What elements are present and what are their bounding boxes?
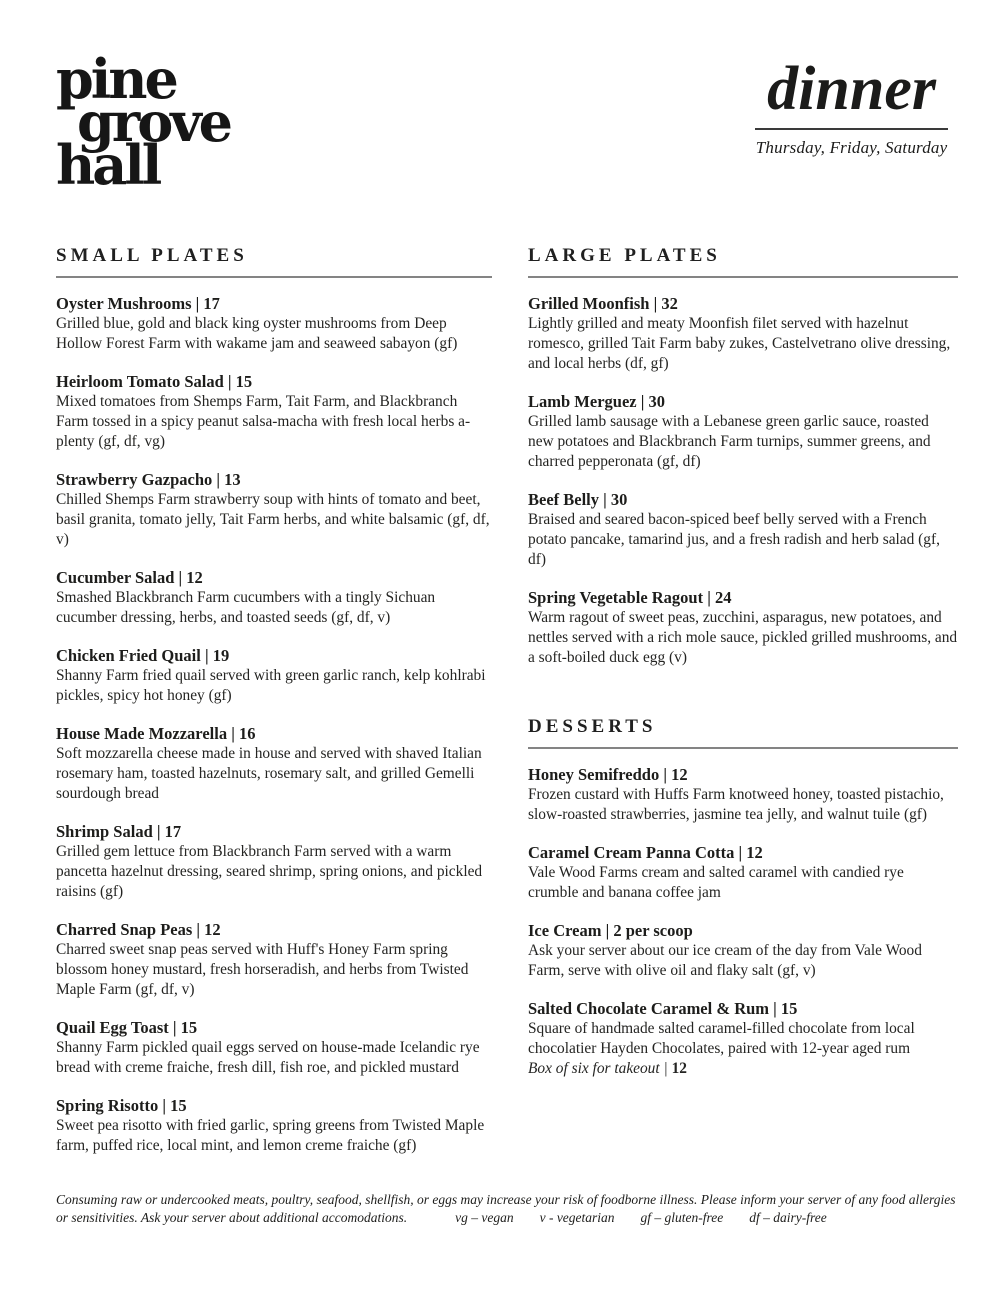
menu-items: [528, 278, 958, 668]
menu-item-name-price: Caramel Cream Panna Cotta | 12: [528, 843, 763, 862]
menu-item-name-price: Cucumber Salad | 12: [56, 568, 203, 587]
menu-item-description: Grilled lamb sausage with a Lebanese green garlic sauce, roasted new potatoes and Blackbranch Farm turnips, summer greens, and charred pepperonata (gf, df): [528, 413, 931, 470]
menu-item: [528, 293, 958, 374]
section-desserts: [528, 716, 958, 1079]
menu-item: [56, 1095, 492, 1156]
menu-item: [56, 645, 492, 706]
section-large-plates: [528, 245, 958, 668]
menu-item-description: Chilled Shemps Farm strawberry soup with hints of tomato and beet, basil granita, tomato jelly, Tait Farm herbs, and white balsamic (gf, df, v): [56, 491, 490, 548]
menu-item-description: Square of handmade salted caramel-filled chocolate from local chocolatier Hayden Chocolates, paired with 12-year aged rum: [528, 1020, 915, 1057]
menu-item-name-price: Quail Egg Toast | 15: [56, 1018, 198, 1037]
menu-item-description: Soft mozzarella cheese made in house and served with shaved Italian rosemary ham, toasted hazelnuts, rosemary salt, and grilled Gemelli sourdough bread: [56, 745, 482, 802]
menu-item: [528, 489, 958, 570]
menu-item: [56, 821, 492, 902]
menu-title-block: [755, 55, 948, 158]
menu-item: [56, 293, 492, 354]
menu-item-description: Shanny Farm fried quail served with green garlic ranch, kelp kohlrabi pickles, spicy hot honey (gf): [56, 667, 486, 704]
menu-item-description: Mixed tomatoes from Shemps Farm, Tait Farm, and Blackbranch Farm tossed in a spicy peanut salsa-macha with fresh local herbs a-plenty (gf, df, vg): [56, 393, 471, 450]
menu-service-days: Thursday, Friday, Saturday: [755, 138, 948, 157]
menu-item-description: Charred sweet snap peas served with Huff's Honey Farm spring blossom honey mustard, fresh horseradish, and herbs from Twisted Maple Farm (gf, df, v): [56, 941, 469, 998]
menu-item: [528, 920, 958, 981]
menu-item-description: Lightly grilled and meaty Moonfish filet served with hazelnut romesco, grilled Tait Farm baby zukes, Castelvetrano olive dressing, and local herbs (df, gf): [528, 315, 951, 372]
menu-item: [56, 919, 492, 1000]
menu-header: [56, 47, 958, 197]
menu-item-description: Ask your server about our ice cream of the day from Vale Wood Farm, serve with olive oil and flaky salt (gf, v): [528, 942, 922, 979]
menu-item-note: [528, 1059, 958, 1079]
menu-item: [528, 998, 958, 1079]
menu-item-description: Frozen custard with Huffs Farm knotweed honey, toasted pistachio, slow-roasted strawberries, jasmine tea jelly, and walnut tuile (gf): [528, 786, 944, 823]
menu-item-name-price: Lamb Merguez | 30: [528, 392, 665, 411]
menu-item-description: Braised and seared bacon-spiced beef belly served with a French potato pancake, tamarind jus, and a fresh radish and herb salad (gf, df): [528, 511, 940, 568]
menu-item-name-price: Grilled Moonfish | 32: [528, 294, 678, 313]
logo-line-grove: grove: [77, 90, 230, 154]
menu-item-name-price: Oyster Mushrooms | 17: [56, 294, 220, 313]
menu-item-name-price: Spring Risotto | 15: [56, 1096, 187, 1115]
menu-item-name-price: Shrimp Salad | 17: [56, 822, 182, 841]
menu-items: [56, 278, 492, 1156]
menu-item-description: Sweet pea risotto with fried garlic, spring greens from Twisted Maple farm, puffed rice, local mint, and lemon creme fraiche (gf): [56, 1117, 485, 1154]
disclaimer-text: Consuming raw or undercooked meats, poultry, seafood, shellfish, or eggs may increase your risk of foodborne illness. Please inform your server of any food allergies or sensitivities. Ask your server about additional accomodations.: [56, 1192, 956, 1225]
menu-item-description: Shanny Farm pickled quail eggs served on house-made Icelandic rye bread with creme fraiche, fresh dill, fish roe, and pickled mustard: [56, 1039, 480, 1076]
menu-item: [56, 567, 492, 628]
menu-item-description: Grilled blue, gold and black king oyster mushrooms from Deep Hollow Forest Farm with wakame jam and seaweed sabayon (gf): [56, 315, 458, 352]
menu-item-name-price: House Made Mozzarella | 16: [56, 724, 256, 743]
menu-item-description: Grilled gem lettuce from Blackbranch Farm served with a warm pancetta hazelnut dressing, seared shrimp, spring onions, and pickled raisins (gf): [56, 843, 483, 900]
section-title-desserts: DESSERTS: [528, 716, 958, 749]
note-price: 12: [671, 1060, 687, 1077]
menu-item-name-price: Charred Snap Peas | 12: [56, 920, 221, 939]
menu-item-name-price: Chicken Fried Quail | 19: [56, 646, 230, 665]
legend-gf-gluten-free: gf – gluten-free: [640, 1209, 724, 1225]
menu-item: [56, 371, 492, 452]
left-column: [56, 245, 492, 1173]
menu-item: [56, 723, 492, 804]
menu-item-description: Vale Wood Farms cream and salted caramel with candied rye crumble and banana coffee jam: [528, 864, 904, 901]
right-column: [528, 245, 958, 1173]
menu-item: [528, 764, 958, 825]
section-title-small-plates: SMALL PLATES: [56, 245, 492, 278]
menu-columns: [56, 245, 958, 1173]
menu-item-description: Smashed Blackbranch Farm cucumbers with a tingly Sichuan cucumber dressing, herbs, and toasted seeds (gf, df, v): [56, 589, 436, 626]
logo-line-hall: hall: [56, 133, 160, 197]
menu-item: [56, 1017, 492, 1078]
menu-item-name-price: Heirloom Tomato Salad | 15: [56, 372, 253, 391]
menu-item: [528, 391, 958, 472]
menu-item-name-price: Salted Chocolate Caramel & Rum | 15: [528, 999, 798, 1018]
section-small-plates: [56, 245, 492, 1156]
legend-v-vegetarian: v - vegetarian: [539, 1209, 615, 1225]
menu-item: [528, 587, 958, 668]
footer-disclaimer: [56, 1191, 958, 1226]
menu-item: [56, 469, 492, 550]
logo-line-pine: pine: [56, 47, 176, 111]
menu-item-name-price: Honey Semifreddo | 12: [528, 765, 688, 784]
section-title-large-plates: LARGE PLATES: [528, 245, 958, 278]
legend-vg-vegan: vg – vegan: [455, 1209, 514, 1225]
note-text: Box of six for takeout |: [528, 1060, 672, 1077]
menu-item: [528, 842, 958, 903]
menu-item-name-price: Spring Vegetable Ragout | 24: [528, 588, 732, 607]
legend-df-dairy-free: df – dairy-free: [749, 1209, 827, 1225]
menu-item-name-price: Beef Belly | 30: [528, 490, 628, 509]
menu-title: dinner: [755, 58, 948, 130]
menu-item-description: Warm ragout of sweet peas, zucchini, asparagus, new potatoes, and nettles served with a rich mole sauce, pickled grilled mushrooms, and a soft-boiled duck egg (v): [528, 609, 958, 666]
menu-item-name-price: Ice Cream | 2 per scoop: [528, 921, 693, 940]
pine-grove-hall-logo: [56, 47, 230, 197]
menu-items: [528, 749, 958, 1079]
menu-item-name-price: Strawberry Gazpacho | 13: [56, 470, 241, 489]
